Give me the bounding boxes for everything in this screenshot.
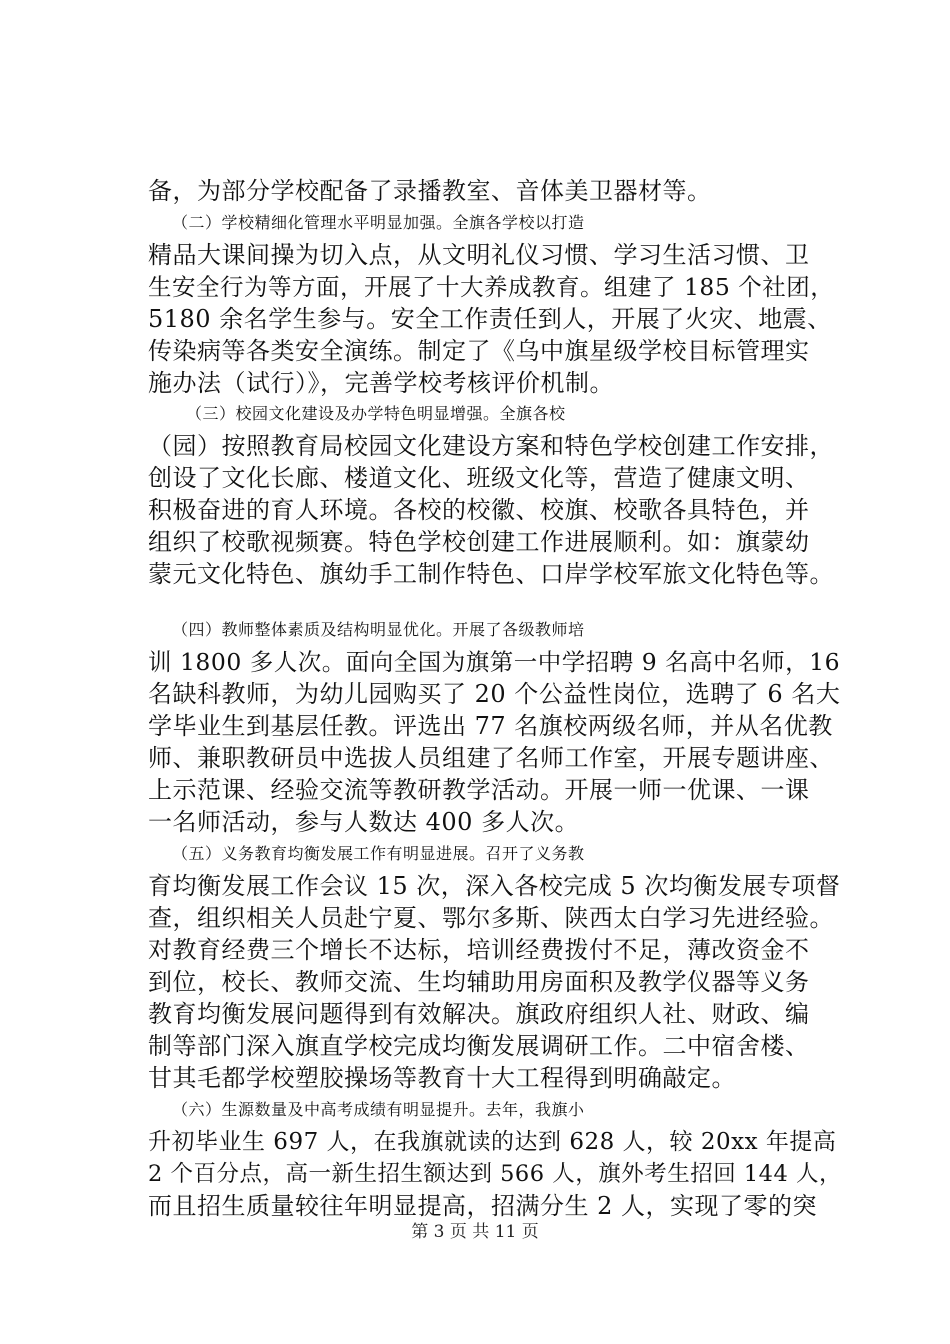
paragraph-line: 而且招生质量较往年明显提高，招满分生 2 人，实现了零的突: [148, 1192, 818, 1220]
paragraph-line: 到位，校长、教师交流、生均辅助用房面积及教学仪器等义务: [148, 968, 810, 996]
paragraph-line: 对教育经费三个增长不达标，培训经费拨付不足，薄改资金不: [148, 936, 810, 964]
paragraph-line: 蒙元文化特色、旗幼手工制作特色、口岸学校军旅文化特色等。: [148, 560, 834, 588]
paragraph-line: 传染病等各类安全演练。制定了《乌中旗星级学校目标管理实: [148, 337, 810, 365]
paragraph-line: 施办法（试行）》，完善学校考核评价机制。: [148, 369, 614, 397]
paragraph-line: 师、兼职教研员中选拔人员组建了名师工作室，开展专题讲座、: [148, 744, 834, 772]
paragraph-line: 备，为部分学校配备了录播教室、音体美卫器材等。: [148, 177, 712, 205]
paragraph-line: 训 1800 多人次。面向全国为旗第一中学招聘 9 名高中名师，16: [148, 648, 841, 676]
section-heading-line: （三）校园文化建设及办学特色明显增强。全旗各校: [186, 404, 566, 423]
paragraph-line: 5180 余名学生参与。安全工作责任到人，开展了火灾、地震、: [148, 305, 832, 333]
paragraph-line: 甘其毛都学校塑胶操场等教育十大工程得到明确敲定。: [148, 1064, 736, 1092]
paragraph-line: 教育均衡发展问题得到有效解决。旗政府组织人社、财政、编: [148, 1000, 810, 1028]
paragraph-line: 积极奋进的育人环境。各校的校徽、校旗、校歌各具特色，并: [148, 496, 810, 524]
paragraph-line: 查，组织相关人员赴宁夏、鄂尔多斯、陕西太白学习先进经验。: [148, 904, 834, 932]
section-heading-line: （五）义务教育均衡发展工作有明显进展。召开了义务教: [172, 844, 585, 863]
section-heading-line: （六）生源数量及中高考成绩有明显提升。去年，我旗小: [172, 1100, 585, 1119]
paragraph-line: 精品大课间操为切入点，从文明礼仪习惯、学习生活习惯、卫: [148, 241, 810, 269]
paragraph-line: 制等部门深入旗直学校完成均衡发展调研工作。二中宿舍楼、: [148, 1032, 810, 1060]
paragraph-line: 上示范课、经验交流等教研教学活动。开展一师一优课、一课: [148, 776, 810, 804]
paragraph-line: 名缺科教师，为幼儿园购买了 20 个公益性岗位，选聘了 6 名大: [148, 680, 841, 708]
section-heading-line: （四）教师整体素质及结构明显优化。开展了各级教师培: [172, 620, 585, 639]
paragraph-line: 一名师活动，参与人数达 400 多人次。: [148, 808, 580, 836]
paragraph-line: （园）按照教育局校园文化建设方案和特色学校创建工作安排，: [148, 432, 834, 460]
page-number-footer: 第 3 页 共 11 页: [411, 1222, 539, 1242]
paragraph-line: 升初毕业生 697 人，在我旗就读的达到 628 人，较 20xx 年提高: [148, 1129, 837, 1155]
paragraph-line: 生安全行为等方面，开展了十大养成教育。组建了 185 个社团，: [148, 273, 835, 301]
paragraph-line: 创设了文化长廊、楼道文化、班级文化等，营造了健康文明、: [148, 464, 810, 492]
paragraph-line: 育均衡发展工作会议 15 次，深入各校完成 5 次均衡发展专项督: [148, 872, 841, 900]
paragraph-line: 学毕业生到基层任教。评选出 77 名旗校两级名师，并从名优教: [148, 712, 833, 740]
paragraph-line: 2 个百分点，高一新生招生额达到 566 人，旗外考生招回 144 人，: [148, 1161, 842, 1187]
section-heading-line: （二）学校精细化管理水平明显加强。全旗各学校以打造: [172, 213, 585, 232]
paragraph-line: 组织了校歌视频赛。特色学校创建工作进展顺利。如：旗蒙幼: [148, 528, 810, 556]
